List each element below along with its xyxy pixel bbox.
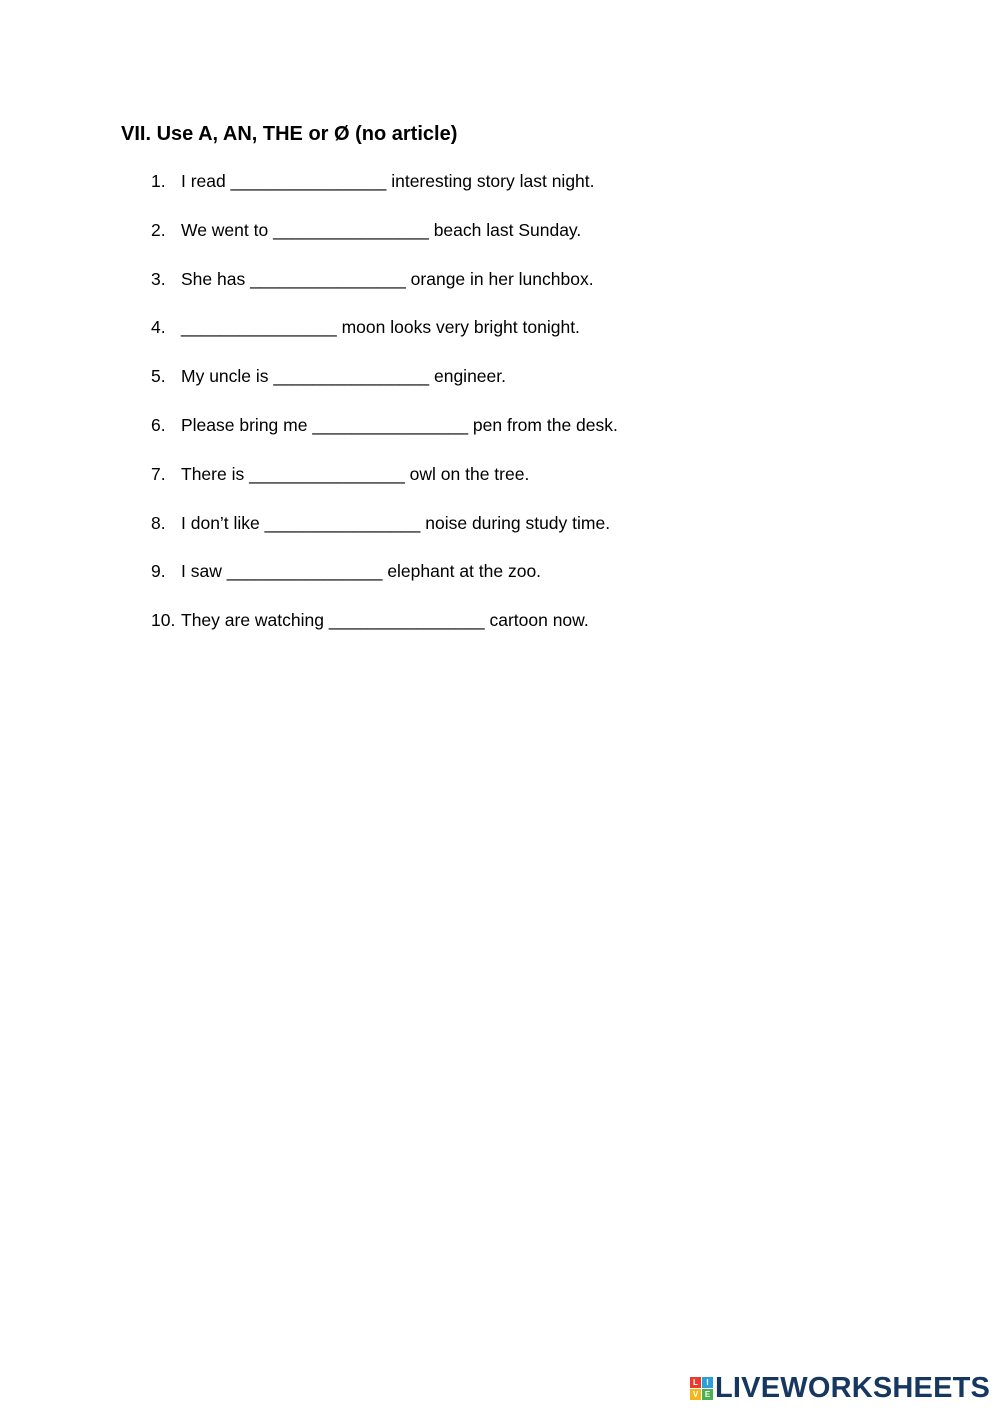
question-text-before: They are watching	[181, 610, 329, 631]
logo-mark-icon	[690, 1377, 713, 1400]
question-item	[151, 168, 618, 217]
question-text-after: beach last Sunday.	[428, 219, 582, 240]
answer-blank[interactable]: ________________	[273, 366, 430, 387]
answer-blank[interactable]: ________________	[230, 171, 387, 191]
question-item	[151, 314, 618, 363]
question-text-after: owl on the tree.	[404, 463, 530, 484]
question-text-before: We went to	[181, 219, 274, 240]
question-text-before: I don’t like	[181, 512, 265, 533]
logo-tile-v: V	[690, 1389, 701, 1400]
question-number: 5.	[151, 366, 166, 387]
question-item	[151, 607, 618, 656]
answer-blank[interactable]: ________________	[312, 414, 469, 435]
question-text-after: moon looks very bright tonight.	[336, 317, 580, 338]
question-text-before: She has	[181, 268, 251, 289]
question-list	[151, 168, 618, 656]
question-number: 8.	[151, 512, 166, 533]
question-number: 1.	[151, 171, 166, 191]
question-item	[151, 461, 618, 510]
question-number: 9.	[151, 561, 166, 582]
answer-blank[interactable]: ________________	[181, 317, 337, 338]
question-number: 10.	[151, 610, 176, 631]
question-number: 7.	[151, 463, 166, 484]
question-item	[151, 363, 618, 412]
question-text-after: orange in her lunchbox.	[405, 268, 594, 289]
question-text-after: pen from the desk.	[468, 414, 618, 435]
answer-blank[interactable]: ________________	[250, 268, 406, 289]
logo-tile-l: L	[690, 1377, 701, 1388]
answer-blank[interactable]: ________________	[328, 610, 485, 631]
question-item	[151, 558, 618, 607]
question-number: 4.	[151, 317, 166, 338]
logo-text: LIVEWORKSHEETS	[715, 1371, 991, 1404]
question-text-after: interesting story last night.	[386, 171, 595, 191]
question-text-after: cartoon now.	[484, 610, 589, 631]
question-text-after: engineer.	[429, 366, 506, 387]
logo-tile-e: E	[702, 1389, 713, 1400]
question-item	[151, 266, 618, 315]
answer-blank[interactable]: ________________	[249, 463, 405, 484]
question-text-before: I saw	[181, 561, 227, 582]
answer-blank[interactable]: ________________	[226, 561, 383, 582]
question-number: 3.	[151, 268, 166, 289]
question-text-after: elephant at the zoo.	[382, 561, 542, 582]
worksheet-title: VII. Use A, AN, THE or Ø (no article)	[121, 123, 458, 145]
question-number: 2.	[151, 219, 166, 240]
question-text-before: There is	[181, 463, 250, 484]
question-text-before: I read	[181, 171, 231, 191]
question-item	[151, 217, 618, 266]
question-item	[151, 510, 618, 559]
logo-tile-i: I	[702, 1377, 713, 1388]
question-text-after: noise during study time.	[420, 512, 611, 533]
question-item	[151, 412, 618, 461]
question-number: 6.	[151, 414, 166, 435]
question-text-before: My uncle is	[181, 366, 274, 387]
liveworksheets-logo	[690, 1371, 990, 1405]
answer-blank[interactable]: ________________	[264, 512, 421, 533]
question-text-before: Please bring me	[181, 414, 313, 435]
answer-blank[interactable]: ________________	[273, 219, 429, 240]
